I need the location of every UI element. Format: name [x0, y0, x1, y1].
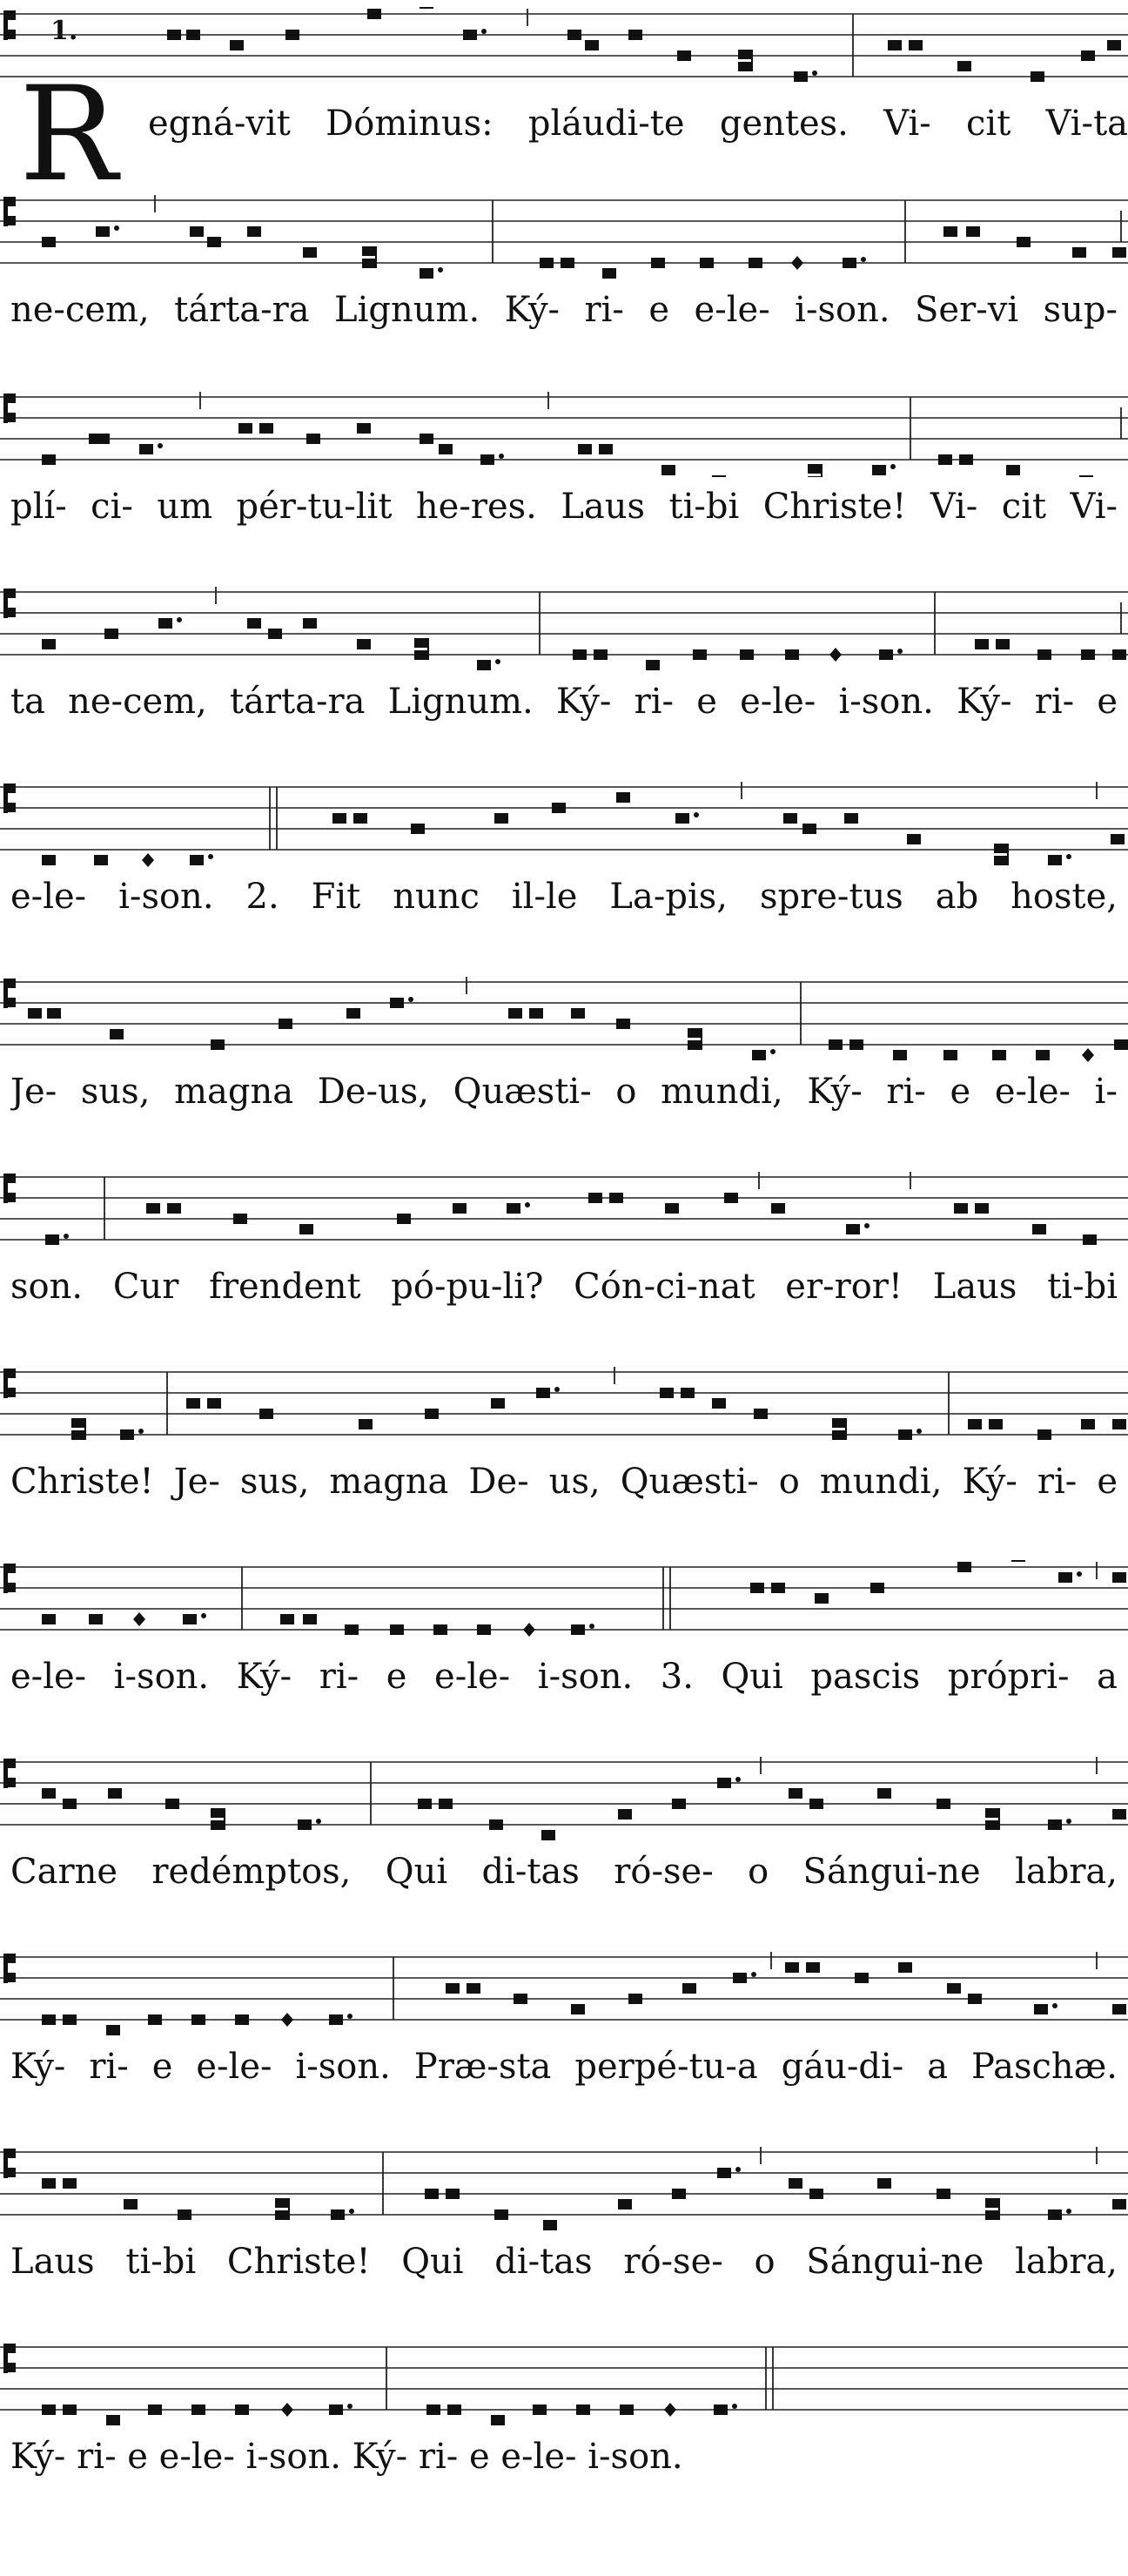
punctum-note: [1031, 71, 1044, 82]
punctum-note: [508, 1008, 522, 1019]
rhombus-note: [664, 2403, 676, 2417]
punctum-note: [957, 61, 971, 71]
punctum-note: [943, 1050, 957, 1060]
c-clef-icon: [3, 979, 16, 1008]
punctum-note: [672, 2189, 686, 2199]
punctum-note: [433, 1624, 447, 1635]
punctum-note: [124, 2199, 138, 2209]
punctum-note: [588, 1193, 602, 1203]
punctum-note: [42, 639, 56, 649]
punctum-note: [651, 258, 665, 268]
punctum-note: [665, 1203, 679, 1214]
punctum-note: [439, 444, 453, 454]
dotted-punctum: [1048, 854, 1071, 865]
punctum-note: [561, 258, 574, 268]
punctum-note: [148, 2014, 162, 2025]
punctum-note: [167, 1203, 181, 1214]
punctum-note: [1114, 1039, 1128, 1050]
punctum-note: [211, 1039, 225, 1050]
double-bar: [270, 787, 277, 850]
chant-system: [0, 193, 1128, 350]
punctum-note: [571, 2004, 585, 2014]
staff: [0, 1755, 1128, 1839]
punctum-note: [855, 1973, 869, 1983]
punctum-note: [1032, 1224, 1046, 1234]
punctum-note: [259, 423, 273, 434]
punctum-note: [108, 1788, 122, 1799]
punctum-note: [681, 1388, 695, 1398]
stacked-note: [71, 1418, 85, 1440]
staff: [0, 780, 1128, 864]
chant-system: [0, 2145, 1128, 2302]
dotted-punctum: [752, 1049, 776, 1060]
punctum-note: [959, 454, 973, 465]
punctum-note: [541, 1830, 555, 1840]
punctum-note: [238, 423, 252, 434]
chant-system: [0, 975, 1128, 1132]
stacked-note: [832, 1418, 846, 1440]
punctum-note: [661, 465, 675, 475]
punctum-note: [888, 40, 902, 50]
staff: [0, 7, 1128, 91]
punctum-note: [1111, 834, 1125, 844]
staff: [0, 1365, 1128, 1449]
punctum-note: [514, 1994, 527, 2004]
punctum-note: [567, 30, 581, 40]
rhombus-note: [281, 2403, 293, 2417]
stacked-note: [985, 2198, 999, 2220]
double-bar: [766, 2347, 773, 2410]
rhombus-note: [523, 1623, 535, 1637]
punctum-note: [425, 2189, 439, 2199]
lyric-line: ne-cem, tárta-ra Lignum. Ký- ri- e e-le- i-son. Ser-vi sup-: [10, 290, 1118, 330]
punctum-note: [285, 30, 299, 40]
punctum-note: [233, 1214, 247, 1224]
punctum-note: [279, 1019, 292, 1029]
punctum-note: [989, 1419, 1003, 1429]
chant-system: [0, 1365, 1128, 1522]
punctum-note: [165, 1799, 179, 1809]
punctum-note: [620, 2404, 634, 2415]
stacked-note: [211, 1808, 225, 1830]
punctum-note: [802, 824, 816, 834]
punctum-note: [552, 803, 566, 813]
punctum-note: [754, 1409, 768, 1419]
staff: [0, 1560, 1128, 1644]
dotted-punctum: [420, 267, 443, 279]
dotted-punctum: [158, 617, 182, 629]
punctum-note: [1083, 1234, 1097, 1245]
punctum-note: [660, 1388, 674, 1398]
punctum-note: [677, 50, 691, 61]
c-clef-icon: [3, 589, 16, 618]
punctum-note: [789, 1788, 802, 1799]
double-bar: [663, 1567, 670, 1630]
punctum-note: [453, 1203, 467, 1214]
punctum-note: [898, 1962, 912, 1973]
punctum-note: [230, 40, 244, 50]
punctum-note: [42, 2404, 56, 2415]
stacked-note: [985, 1808, 999, 1830]
punctum-note: [357, 639, 371, 649]
punctum-note: [439, 1799, 453, 1809]
punctum-note: [771, 1583, 785, 1593]
punctum-note: [268, 629, 282, 639]
punctum-note: [618, 1809, 632, 1819]
punctum-note: [682, 1983, 696, 1994]
punctum-note: [599, 444, 613, 454]
staff: [0, 2340, 1128, 2424]
chant-system: [0, 585, 1128, 742]
punctum-note: [809, 1799, 823, 1809]
c-clef-icon: [3, 1954, 16, 1983]
dotted-punctum: [675, 812, 699, 824]
punctum-note: [712, 475, 726, 477]
punctum-note: [968, 1994, 982, 2004]
punctum-note: [1107, 40, 1121, 50]
punctum-note: [947, 1983, 961, 1994]
punctum-note: [646, 660, 660, 670]
lyric-line: plí- ci- um pér-tu-lit he-res. Laus ti-bi Christe! Vi- cit Vi-: [10, 487, 1118, 527]
punctum-note: [167, 30, 181, 40]
punctum-note: [771, 1203, 785, 1214]
punctum-note: [785, 649, 799, 660]
stacked-note: [362, 246, 376, 268]
dotted-punctum: [1058, 1571, 1082, 1583]
chant-system: [0, 1755, 1128, 1912]
punctum-note: [594, 649, 608, 660]
lyric-line: Laus ti-bi Christe! Qui di-tas ró-se- o Sángui-ne labra,: [10, 2242, 1118, 2282]
punctum-note: [477, 1624, 491, 1635]
punctum-note: [42, 237, 56, 247]
punctum-note: [543, 2220, 557, 2230]
punctum-note: [783, 813, 797, 824]
chant-system: [0, 390, 1128, 547]
chant-system: [0, 1170, 1128, 1327]
punctum-note: [96, 434, 110, 444]
punctum-note: [146, 1203, 160, 1214]
c-clef-icon: [3, 10, 16, 40]
dotted-punctum: [190, 854, 213, 865]
punctum-note: [420, 434, 433, 444]
punctum-note: [1081, 50, 1095, 61]
stacked-note: [414, 638, 428, 660]
punctum-note: [877, 1788, 891, 1799]
punctum-note: [954, 1203, 968, 1214]
stacked-note: [808, 464, 822, 477]
punctum-note: [609, 1193, 623, 1203]
staff: [0, 390, 1128, 474]
punctum-note: [1112, 649, 1126, 660]
punctum-note: [359, 1419, 373, 1429]
punctum-note: [1112, 2004, 1126, 2014]
lyric-line: Ký- ri- e e-le- i-son. Præ-sta perpé-tu-a gáu-di- a Paschæ.: [10, 2047, 1118, 2087]
chant-system: [0, 1560, 1128, 1717]
punctum-note: [815, 1593, 829, 1604]
c-clef-icon: [3, 2149, 16, 2178]
punctum-note: [1072, 247, 1086, 258]
punctum-note: [357, 423, 371, 434]
staff: [0, 1170, 1128, 1254]
punctum-note: [571, 1008, 585, 1019]
punctum-note: [573, 649, 587, 660]
punctum-note: [247, 226, 261, 237]
punctum-note: [938, 454, 952, 465]
punctum-note: [345, 1624, 359, 1635]
punctum-note: [303, 1614, 317, 1624]
punctum-note: [540, 258, 554, 268]
punctum-note: [806, 1962, 820, 1973]
punctum-note: [94, 855, 108, 865]
punctum-note: [616, 1019, 630, 1029]
punctum-note: [491, 1398, 505, 1409]
punctum-note: [104, 629, 118, 639]
dotted-punctum: [846, 1223, 870, 1234]
staff: [0, 975, 1128, 1059]
punctum-note: [191, 2404, 205, 2415]
rhombus-note: [142, 853, 154, 867]
punctum-note: [390, 1624, 404, 1635]
punctum-note: [42, 1614, 56, 1624]
punctum-note: [740, 649, 754, 660]
punctum-note: [724, 1193, 738, 1203]
dotted-punctum: [183, 1613, 206, 1624]
dotted-punctum: [872, 464, 896, 475]
rhombus-note: [1082, 1048, 1094, 1062]
dotted-punctum: [477, 659, 500, 670]
lyric-line: e-le- i-son. 2. Fit nunc il-le La-pis, spre-tus ab hoste,: [10, 877, 1118, 917]
punctum-note: [447, 2404, 461, 2415]
rhombus-note: [791, 256, 803, 270]
punctum-note: [1112, 247, 1126, 258]
punctum-note: [1081, 649, 1095, 660]
dotted-punctum: [139, 443, 163, 454]
punctum-note: [446, 1983, 460, 1994]
punctum-note: [849, 1039, 863, 1050]
punctum-note: [809, 2189, 823, 2199]
c-clef-icon: [3, 1759, 16, 1788]
lyric-line: son. Cur frendent pó-pu-li? Cón-ci-nat er-ror! Laus ti-bi: [10, 1267, 1118, 1307]
punctum-note: [602, 268, 616, 279]
punctum-note: [996, 639, 1010, 649]
punctum-note: [28, 1008, 42, 1019]
punctum-note: [1006, 465, 1020, 475]
punctum-note: [937, 1799, 950, 1809]
punctum-note: [207, 1398, 221, 1409]
stacked-note: [688, 1028, 702, 1050]
punctum-note: [1017, 237, 1031, 247]
punctum-note: [190, 226, 204, 237]
punctum-note: [628, 30, 642, 40]
rhombus-note: [829, 648, 842, 662]
punctum-note: [491, 2415, 505, 2425]
lyric-line: ta ne-cem, tárta-ra Lignum. Ký- ri- e e-le- i-son. Ký- ri- e: [10, 682, 1118, 722]
punctum-note: [877, 2178, 891, 2189]
punctum-note: [533, 2404, 547, 2415]
punctum-note: [700, 258, 714, 268]
punctum-note: [789, 2178, 802, 2189]
punctum-note: [1037, 649, 1051, 660]
lyric-line: Je- sus, magna De-us, Quæsti- o mundi, Ký- ri- e e-le- i-: [10, 1072, 1118, 1112]
c-clef-icon: [3, 197, 16, 226]
punctum-note: [247, 618, 261, 629]
verse-number: 1.: [50, 16, 78, 46]
punctum-note: [494, 2209, 508, 2220]
punctum-note: [186, 30, 200, 40]
punctum-note: [186, 1398, 200, 1409]
punctum-note: [110, 1029, 124, 1039]
punctum-note: [529, 1008, 543, 1019]
punctum-note: [299, 1224, 313, 1234]
punctum-note: [1112, 1809, 1126, 1819]
staff: [0, 585, 1128, 669]
punctum-note: [235, 2404, 249, 2415]
initial-letter: R: [19, 59, 118, 211]
dotted-punctum: [96, 225, 119, 237]
punctum-note: [749, 258, 762, 268]
punctum-note: [750, 1583, 764, 1593]
punctum-note: [63, 2404, 77, 2415]
punctum-note: [191, 2014, 205, 2025]
punctum-note: [1112, 1572, 1126, 1583]
punctum-note: [346, 1008, 360, 1019]
punctum-note: [367, 9, 381, 19]
chant-system: [0, 1950, 1128, 2107]
lyric-line: Christe! Je- sus, magna De- us, Quæsti- o mundi, Ký- ri- e: [10, 1462, 1118, 1502]
punctum-note: [397, 1214, 411, 1224]
c-clef-icon: [3, 393, 16, 423]
punctum-note: [616, 792, 630, 803]
punctum-note: [106, 2025, 120, 2035]
punctum-note: [618, 2199, 632, 2209]
punctum-note: [446, 2189, 460, 2199]
punctum-note: [870, 1583, 884, 1593]
punctum-note: [235, 2014, 249, 2025]
rhombus-note: [281, 2013, 293, 2027]
punctum-note: [844, 813, 858, 824]
punctum-note: [106, 2415, 120, 2425]
punctum-note: [332, 813, 346, 824]
punctum-note: [418, 1799, 432, 1809]
stacked-note: [738, 50, 752, 71]
punctum-note: [489, 1819, 503, 1830]
staff: [0, 2145, 1128, 2229]
punctum-note: [42, 2014, 56, 2025]
punctum-note: [207, 237, 221, 247]
stacked-note: [994, 844, 1008, 865]
punctum-note: [578, 444, 592, 454]
c-clef-icon: [3, 1369, 16, 1398]
punctum-note: [893, 1050, 907, 1060]
punctum-note: [42, 855, 56, 865]
lyric-line: egná-vit Dóminus: pláudi-te gentes. Vi- cit Vi-ta: [148, 104, 1128, 144]
punctum-note: [1037, 1429, 1051, 1440]
punctum-note: [1011, 1560, 1025, 1562]
chant-system: [0, 2340, 1128, 2497]
punctum-note: [909, 40, 923, 50]
punctum-note: [1036, 1050, 1050, 1060]
punctum-note: [957, 1562, 971, 1572]
punctum-note: [628, 1994, 642, 2004]
punctum-note: [420, 7, 433, 9]
punctum-note: [937, 2189, 950, 2199]
punctum-note: [494, 813, 508, 824]
lyric-line: e-le- i-son. Ký- ri- e e-le- i-son. 3. Qui pascis própri- a: [10, 1657, 1118, 1697]
punctum-note: [89, 1614, 103, 1624]
punctum-note: [42, 1788, 56, 1799]
punctum-note: [63, 2178, 77, 2189]
punctum-note: [353, 813, 367, 824]
punctum-note: [303, 247, 317, 258]
c-clef-icon: [3, 1564, 16, 1593]
dotted-punctum: [507, 1202, 530, 1214]
punctum-note: [259, 1409, 273, 1419]
c-clef-icon: [3, 784, 16, 813]
dotted-punctum: [1034, 2003, 1058, 2014]
punctum-note: [47, 1008, 61, 1019]
staff: [0, 193, 1128, 277]
punctum-note: [280, 1614, 294, 1624]
punctum-note: [1081, 1419, 1095, 1429]
punctum-note: [785, 1962, 799, 1973]
punctum-note: [975, 639, 989, 649]
punctum-note: [425, 1409, 439, 1419]
punctum-note: [411, 824, 425, 834]
punctum-note: [975, 1203, 989, 1214]
punctum-note: [943, 226, 957, 237]
punctum-note: [968, 1419, 982, 1429]
punctum-note: [585, 40, 599, 50]
punctum-note: [693, 649, 707, 660]
punctum-note: [672, 1799, 686, 1809]
stacked-note: [275, 2198, 289, 2220]
punctum-note: [712, 1398, 726, 1409]
punctum-note: [1112, 1419, 1126, 1429]
punctum-note: [907, 834, 921, 844]
punctum-note: [148, 2404, 162, 2415]
punctum-note: [42, 2178, 56, 2189]
chant-system: [0, 780, 1128, 937]
punctum-note: [576, 2404, 590, 2415]
punctum-note: [178, 2209, 191, 2220]
lyric-line: Carne redémptos, Qui di-tas ró-se- o Sángui-ne labra,: [10, 1852, 1118, 1892]
punctum-note: [63, 1799, 77, 1809]
punctum-note: [829, 1039, 843, 1050]
punctum-note: [992, 1050, 1006, 1060]
punctum-note: [303, 618, 317, 629]
punctum-note: [42, 454, 56, 465]
lyric-line: Ký- ri- e e-le- i-son. Ký- ri- e e-le- i-son.: [10, 2437, 683, 2477]
punctum-note: [306, 434, 320, 444]
rhombus-note: [133, 1612, 145, 1626]
punctum-note: [63, 2014, 77, 2025]
punctum-note: [426, 2404, 440, 2415]
punctum-note: [1112, 2199, 1126, 2209]
chant-system: [0, 7, 1128, 164]
punctum-note: [1079, 475, 1093, 477]
punctum-note: [966, 226, 980, 237]
punctum-note: [467, 1983, 480, 1994]
c-clef-icon: [3, 2344, 16, 2373]
c-clef-icon: [3, 1174, 16, 1203]
staff: [0, 1950, 1128, 2034]
